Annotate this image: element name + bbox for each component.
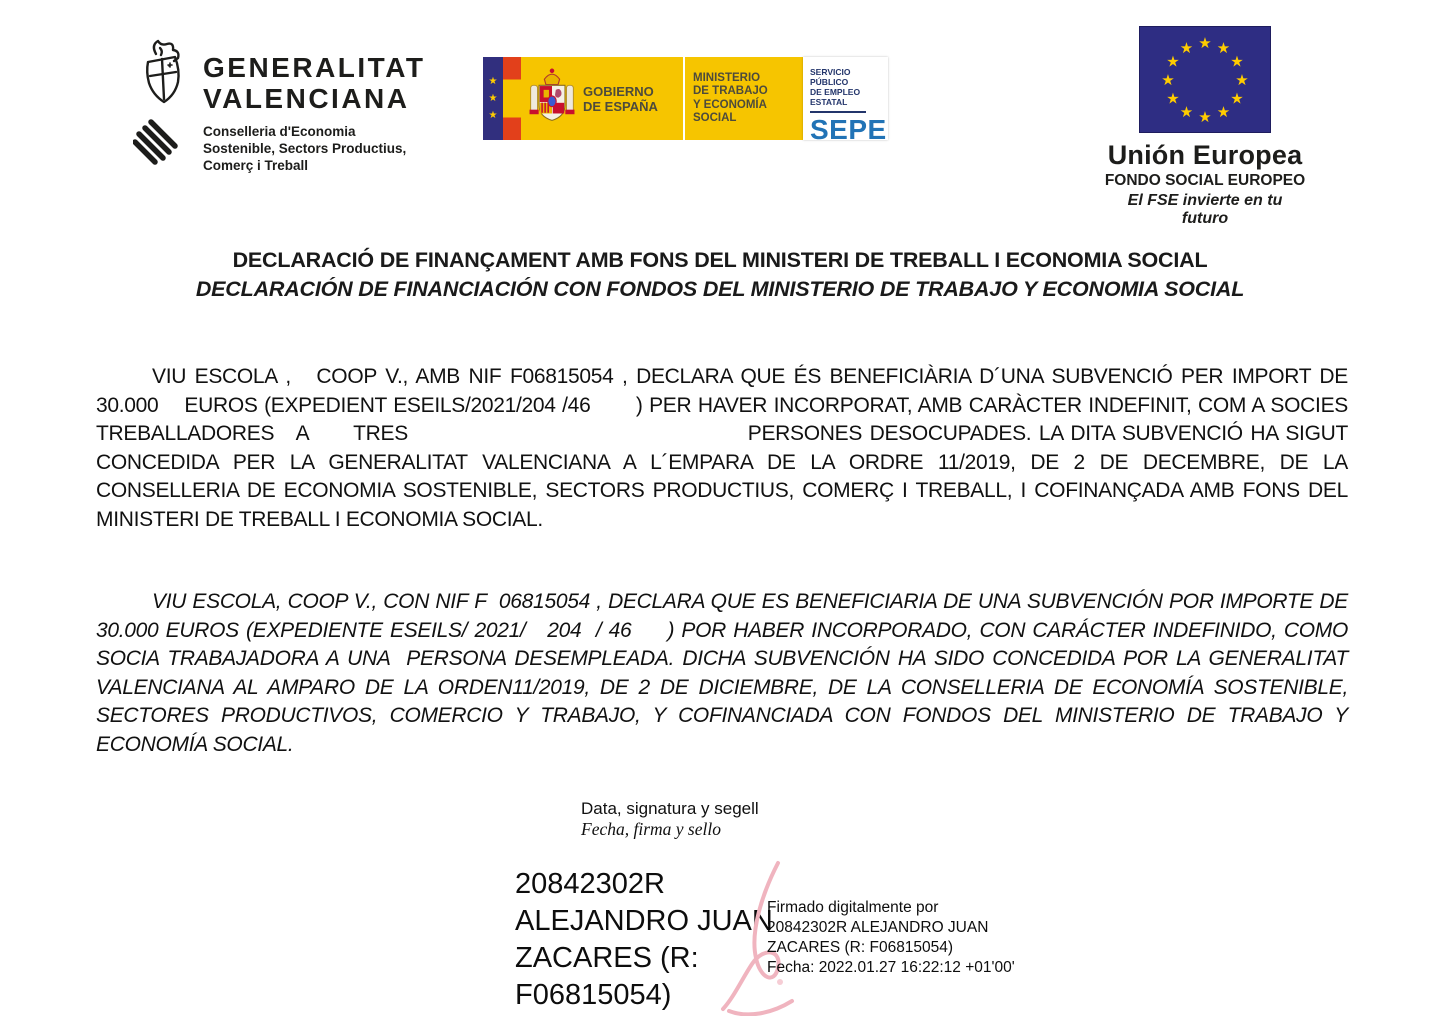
title-spanish: DECLARACIÓN DE FINANCIACIÓN CON FONDOS DEL MINISTERIO DE TRABAJO Y ECONOMIA SOCIAL — [195, 277, 1245, 301]
gobierno-line1: GOBIERNO — [583, 83, 654, 99]
svg-text:★: ★ — [1198, 34, 1212, 52]
union-europea-logo — [1103, 26, 1307, 228]
document-title — [0, 246, 1440, 304]
generalitat-text-block — [203, 38, 425, 174]
star-icon: ★ — [488, 75, 498, 87]
signer-line3: ZACARES (R: — [515, 942, 699, 974]
sepe-logo — [803, 57, 888, 145]
svg-text:★: ★ — [1166, 52, 1180, 71]
svg-text:★: ★ — [1235, 71, 1249, 89]
signature-details-line2: 20842302R ALEJANDRO JUAN — [767, 919, 989, 936]
ministerio-block — [683, 57, 803, 140]
generalitat-title-line2: VALENCIANA — [203, 83, 410, 114]
ministerio-line2: DE TRABAJO — [693, 85, 768, 97]
spain-coat-of-arms-icon — [529, 67, 575, 131]
signature-details-line3: ZACARES (R: F06815054) — [767, 939, 954, 956]
svg-text:★: ★ — [1198, 108, 1212, 126]
paragraph-spanish: VIU ESCOLA, COOP V., CON NIF F 06815054 , DECLARA QUE ES BENEFICIARIA DE UNA SUBVENCIÓN POR IMPORTE DE 30.000 EUROS (EXPEDIENTE ESEILS/ 2021/ 204 / 46 ) POR HABER INCORPORADO, CON CARÁCTER INDEFINIDO, COMO SOCIA TRABAJADORA A UNA PERSONA DESEMPLEADA. DICHA SUBVENCIÓN HA SIDO CONCEDIDA POR LA GENERALITAT VALENCIANA AL AMPARO DE LA ORDEN11/2019, DE 2 DE DICIEMBRE, DE LA CONSELLERIA DE ECONOMÍA SOSTENIBLE, SECTORES PRODUCTIVOS, COMERCIO Y TRABAJO, Y COFINANCIADA CON FONDOS DEL MINISTERIO DE TRABAJO Y ECONOMÍA SOCIAL. — [96, 590, 1360, 756]
digital-signature-details — [767, 898, 1015, 978]
eu-tagline: El FSE invierte en tu futuro — [1127, 192, 1283, 227]
signer-line1: 20842302R — [515, 868, 665, 900]
svg-text:★: ★ — [1216, 39, 1231, 57]
svg-text:★: ★ — [1179, 103, 1194, 121]
banner-eu-flag-strip — [483, 57, 503, 140]
svg-text:★: ★ — [1230, 89, 1244, 108]
gobierno-block — [521, 57, 683, 140]
svg-text:★: ★ — [1161, 71, 1175, 89]
banner-spain-flag-strip — [503, 57, 521, 140]
svg-text:★: ★ — [1230, 52, 1244, 71]
sepe-wordmark: SEPE — [810, 114, 887, 145]
ministerio-line3: Y ECONOMÍA SOCIAL — [693, 98, 767, 124]
eu-flag-icon — [1139, 26, 1271, 133]
signature-details-line1: Firmado digitalmente por — [767, 899, 939, 916]
signature-label-valencian: Data, signatura y segell — [581, 799, 759, 818]
generalitat-emblem-icon — [133, 38, 189, 166]
signer-line2: ALEJANDRO JUAN — [515, 905, 773, 937]
signature-label-spanish: Fecha, firma y sello — [581, 819, 721, 839]
signature-label — [581, 799, 759, 840]
signature-details-line4: Fecha: 2022.01.27 16:22:12 +01'00' — [767, 959, 1015, 976]
generalitat-subtitle-line2: Sostenible, Sectors Productius, — [203, 141, 407, 156]
generalitat-valenciana-logo — [133, 38, 425, 174]
ministerio-line1: MINISTERIO — [693, 71, 761, 84]
eu-title: Unión Europea — [1107, 140, 1303, 170]
sepe-top-line2: DE EMPLEO ESTATAL — [810, 87, 861, 107]
star-icon: ★ — [488, 92, 498, 104]
eu-subtitle: FONDO SOCIAL EUROPEO — [1104, 172, 1306, 189]
svg-text:★: ★ — [1179, 39, 1194, 57]
sepe-divider — [810, 111, 866, 113]
paragraph-valencian: VIU ESCOLA , COOP V., AMB NIF F06815054 , DECLARA QUE ÉS BENEFICIÀRIA D´UNA SUBVENCIÓ PER IMPORT DE 30.000 EUROS (EXPEDIENT ESEILS/2021/204 /46 ) PER HAVER INCORPORAT, AMB CARÀCTER INDEFINIT, COM A SOCIES TREBALLADORES A TRES PERSONES DESOCUPADES. LA DITA SUBVENCIÓ HA SIGUT CONCEDIDA PER LA GENERALITAT VALENCIANA A L´EMPARA DE LA ORDRE 11/2019, DE 2 DE DECEMBRE, DE LA CONSELLERIA DE ECONOMIA SOSTENIBLE, SECTORS PRODUCTIUS, COMERÇ I TREBALL, I COFINANÇADA AMB FONS DEL MINISTERI DE TREBALL I ECONOMIA SOCIAL. — [96, 365, 1376, 531]
gobierno-line2: DE ESPAÑA — [583, 98, 658, 114]
star-icon: ★ — [488, 109, 498, 121]
generalitat-subtitle-line1: Conselleria d'Economia — [203, 124, 356, 139]
signer-line4: F06815054) — [515, 979, 672, 1011]
gobierno-espana-banner — [483, 57, 888, 145]
generalitat-title-line1: GENERALITAT — [203, 52, 426, 83]
svg-text:★: ★ — [1216, 103, 1231, 121]
title-valencian: DECLARACIÓ DE FINANÇAMENT AMB FONS DEL MINISTERI DE TREBALL I ECONOMIA SOCIAL — [232, 248, 1208, 272]
generalitat-subtitle-line3: Comerç i Treball — [203, 158, 309, 173]
svg-text:★: ★ — [1166, 89, 1180, 108]
sepe-top-line1: SERVICIO PÚBLICO — [810, 67, 851, 87]
